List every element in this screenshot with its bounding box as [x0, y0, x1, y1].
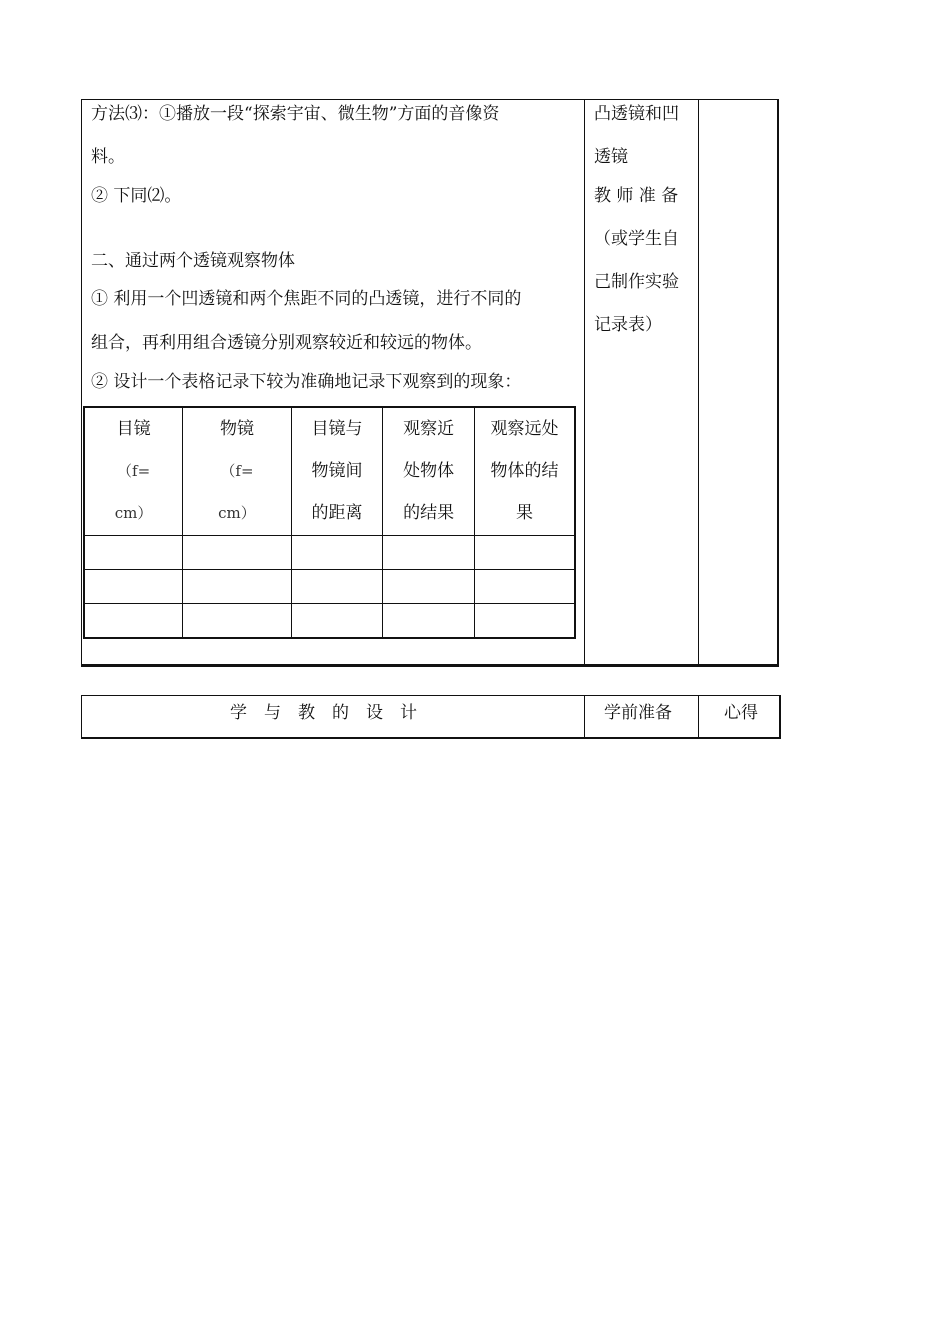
header-text: （f=	[117, 462, 151, 480]
step2-line1: ② 设计一个表格记录下较为准确地记录下观察到的现象：	[91, 372, 522, 392]
prep-line: 教 师 准 备	[594, 186, 679, 206]
table-cell[interactable]	[84, 604, 183, 638]
method3-line2: 料。	[91, 147, 125, 167]
header-text: 的结果	[403, 503, 455, 523]
table-cell[interactable]	[84, 536, 183, 570]
column-divider-prep	[584, 99, 585, 667]
footer-prep-label: 学前准备	[604, 703, 672, 723]
header-text: cm）	[218, 504, 256, 522]
table-row	[84, 536, 575, 570]
table-row	[84, 570, 575, 604]
footer-header-table	[81, 695, 781, 739]
table-cell[interactable]	[183, 604, 292, 638]
prep-line: （或学生自	[594, 229, 679, 249]
table-cell[interactable]	[383, 536, 475, 570]
observation-table	[83, 406, 576, 639]
header-text: （f=	[220, 462, 254, 480]
prep-line: 己制作实验	[594, 272, 679, 292]
header-eyepiece	[84, 407, 183, 536]
table-cell[interactable]	[291, 604, 383, 638]
header-text: 物体的结	[490, 461, 559, 481]
header-text: 处物体	[403, 461, 455, 481]
table-cell[interactable]	[183, 536, 292, 570]
header-text: 的距离	[311, 503, 363, 523]
step1-line2: 组合，再利用组合透镜分别观察较近和较远的物体。	[91, 333, 482, 353]
header-text: 目镜与	[311, 419, 363, 439]
table-header-row	[84, 407, 575, 536]
header-far-result	[474, 407, 575, 536]
table-row	[84, 604, 575, 638]
header-text: 观察远处	[490, 419, 559, 439]
header-text: 目镜	[116, 419, 151, 439]
table-cell[interactable]	[183, 570, 292, 604]
header-text: 观察近	[403, 419, 455, 439]
table-cell[interactable]	[84, 570, 183, 604]
section2-title: 二、通过两个透镜观察物体	[91, 251, 295, 271]
header-objective	[183, 407, 292, 536]
step1-line1: ① 利用一个凹透镜和两个焦距不同的凸透镜，进行不同的	[91, 289, 522, 309]
header-text: 果	[515, 503, 533, 523]
header-distance	[291, 407, 383, 536]
table-cell[interactable]	[474, 570, 575, 604]
header-near-result	[383, 407, 475, 536]
table-cell[interactable]	[474, 604, 575, 638]
column-divider-notes	[698, 99, 699, 667]
table-cell[interactable]	[383, 570, 475, 604]
footer-divider-prep	[584, 696, 585, 738]
header-text: 物镜间	[311, 461, 363, 481]
table-cell[interactable]	[474, 536, 575, 570]
header-text: cm）	[114, 504, 153, 522]
table-cell[interactable]	[291, 570, 383, 604]
prep-line: 凸透镜和凹	[594, 104, 679, 124]
footer-notes-label: 心得	[724, 703, 758, 723]
footer-design-label: 学 与 教 的 设 计	[230, 703, 417, 723]
table-cell[interactable]	[291, 536, 383, 570]
method3-line1: 方法⑶：①播放一段“探索宇宙、微生物”方面的音像资	[91, 104, 500, 124]
table-cell[interactable]	[383, 604, 475, 638]
method3-line3: ② 下同⑵。	[91, 186, 182, 206]
prep-line: 记录表）	[594, 315, 662, 335]
prep-line: 透镜	[594, 147, 628, 167]
header-text: 物镜	[219, 419, 254, 439]
footer-divider-notes	[698, 696, 699, 738]
